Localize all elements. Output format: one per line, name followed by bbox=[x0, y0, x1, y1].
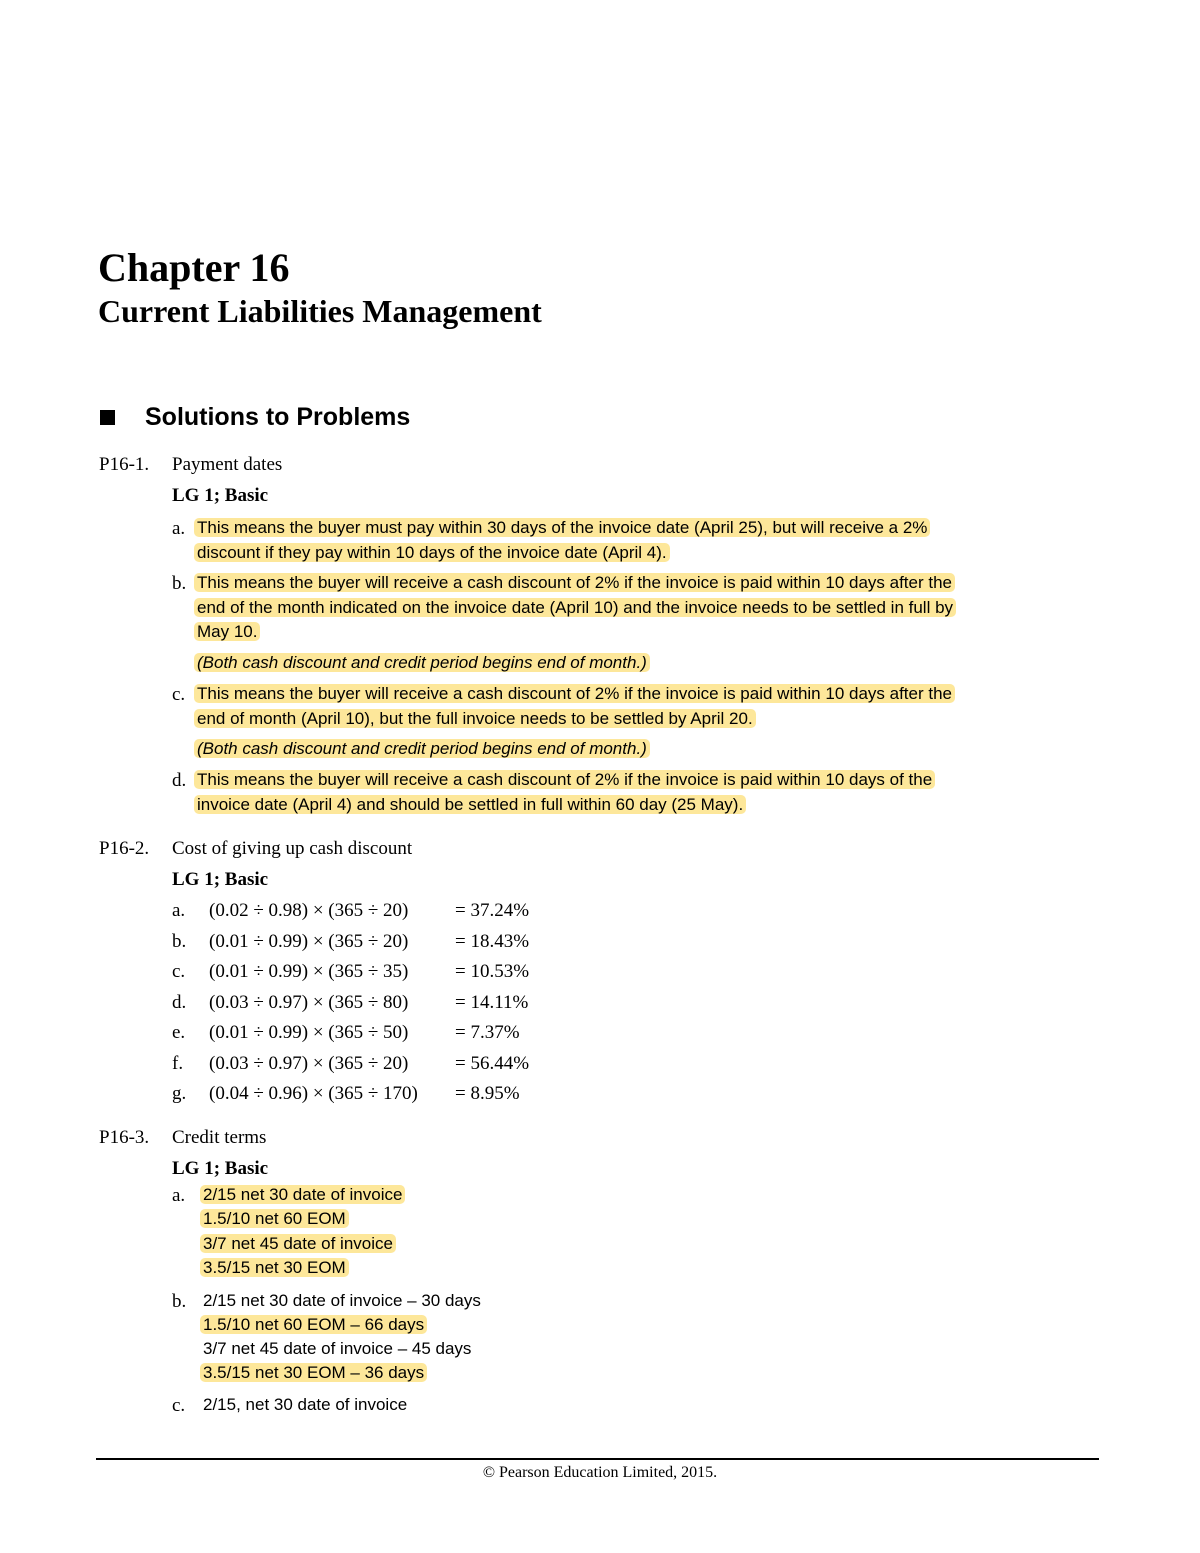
problem-title: Payment dates bbox=[172, 454, 283, 475]
problem-number: P16-2. bbox=[99, 838, 150, 859]
chapter-title: Chapter 16 bbox=[98, 245, 290, 290]
item-letter: c. bbox=[172, 684, 186, 705]
highlighted-line: This means the buyer will receive a cash discount of 2% if the invoice is paid within 10 days of the bbox=[197, 768, 935, 793]
text-line: 2/15 net 30 date of invoice – 30 days bbox=[203, 1291, 481, 1310]
section-heading bbox=[100, 400, 410, 434]
section-heading-text: Solutions to Problems bbox=[145, 403, 411, 431]
learning-goal: LG 1; Basic bbox=[172, 485, 269, 506]
problem-title: Cost of giving up cash discount bbox=[172, 838, 413, 859]
highlighted-line: end of the month indicated on the invoice date (April 10) and the invoice needs to be settled in full by bbox=[197, 596, 956, 621]
highlighted-line: This means the buyer will receive a cash discount of 2% if the invoice is paid within 10 days after the bbox=[197, 571, 955, 596]
highlighted-line: This means the buyer must pay within 30 days of the invoice date (April 25), but will receive a 2% bbox=[197, 516, 930, 541]
problem-number: P16-3. bbox=[99, 1127, 150, 1148]
item-letter: a. bbox=[172, 1185, 186, 1206]
calc-row: b. (0.01 ÷ 0.99) × (365 ÷ 20) = 18.43% bbox=[172, 931, 530, 952]
problem-p16-1-header bbox=[99, 452, 282, 478]
chapter-subtitle: Current Liabilities Management bbox=[98, 293, 542, 329]
highlighted-line: end of month (April 10), but the full invoice needs to be settled by April 20. bbox=[197, 707, 756, 732]
calc-row: a. (0.02 ÷ 0.98) × (365 ÷ 20) = 37.24% bbox=[172, 900, 530, 921]
highlighted-line: 1.5/10 net 60 EOM bbox=[203, 1207, 349, 1232]
item-letter: d. bbox=[172, 770, 187, 791]
square-bullet-icon bbox=[100, 410, 115, 425]
highlighted-line: 1.5/10 net 60 EOM – 66 days bbox=[203, 1313, 427, 1338]
calc-row: d. (0.03 ÷ 0.97) × (365 ÷ 80) = 14.11% bbox=[172, 992, 529, 1013]
item-letter: b. bbox=[172, 1291, 187, 1312]
highlighted-line: 3.5/15 net 30 EOM – 36 days bbox=[203, 1361, 427, 1386]
text-line: 3/7 net 45 date of invoice – 45 days bbox=[203, 1339, 472, 1358]
item-letter: a. bbox=[172, 518, 186, 539]
learning-goal: LG 1; Basic bbox=[172, 869, 269, 890]
highlighted-line: 2/15 net 30 date of invoice bbox=[203, 1183, 405, 1208]
highlighted-line: May 10. bbox=[197, 620, 260, 645]
italic-note: (Both cash discount and credit period begins end of month.) bbox=[197, 651, 650, 675]
highlighted-line: invoice date (April 4) and should be settled in full within 60 day (25 May). bbox=[197, 793, 746, 818]
calc-row: c. (0.01 ÷ 0.99) × (365 ÷ 35) = 10.53% bbox=[172, 961, 530, 982]
problem-p16-2-header bbox=[99, 836, 412, 862]
highlighted-line: This means the buyer will receive a cash discount of 2% if the invoice is paid within 10 days after the bbox=[197, 682, 955, 707]
problem-number: P16-1. bbox=[99, 454, 150, 475]
footer-divider bbox=[96, 1458, 1099, 1460]
highlighted-line: discount if they pay within 10 days of the invoice date (April 4). bbox=[197, 541, 670, 566]
footer-copyright: © Pearson Education Limited, 2015. bbox=[482, 1464, 718, 1481]
highlighted-line: 3.5/15 net 30 EOM bbox=[203, 1256, 349, 1281]
item-letter: c. bbox=[172, 1395, 186, 1416]
problem-title: Credit terms bbox=[172, 1127, 267, 1148]
highlighted-line: 3/7 net 45 date of invoice bbox=[203, 1232, 396, 1257]
italic-note: (Both cash discount and credit period begins end of month.) bbox=[197, 737, 650, 761]
item-letter: b. bbox=[172, 573, 187, 594]
text-line: 2/15, net 30 date of invoice bbox=[203, 1395, 408, 1414]
calc-row: f. (0.03 ÷ 0.97) × (365 ÷ 20) = 56.44% bbox=[172, 1053, 530, 1074]
calc-row: g. (0.04 ÷ 0.96) × (365 ÷ 170) = 8.95% bbox=[172, 1083, 520, 1104]
learning-goal: LG 1; Basic bbox=[172, 1158, 269, 1179]
problem-p16-3-header bbox=[99, 1125, 266, 1151]
calc-row: e. (0.01 ÷ 0.99) × (365 ÷ 50) = 7.37% bbox=[172, 1022, 520, 1043]
